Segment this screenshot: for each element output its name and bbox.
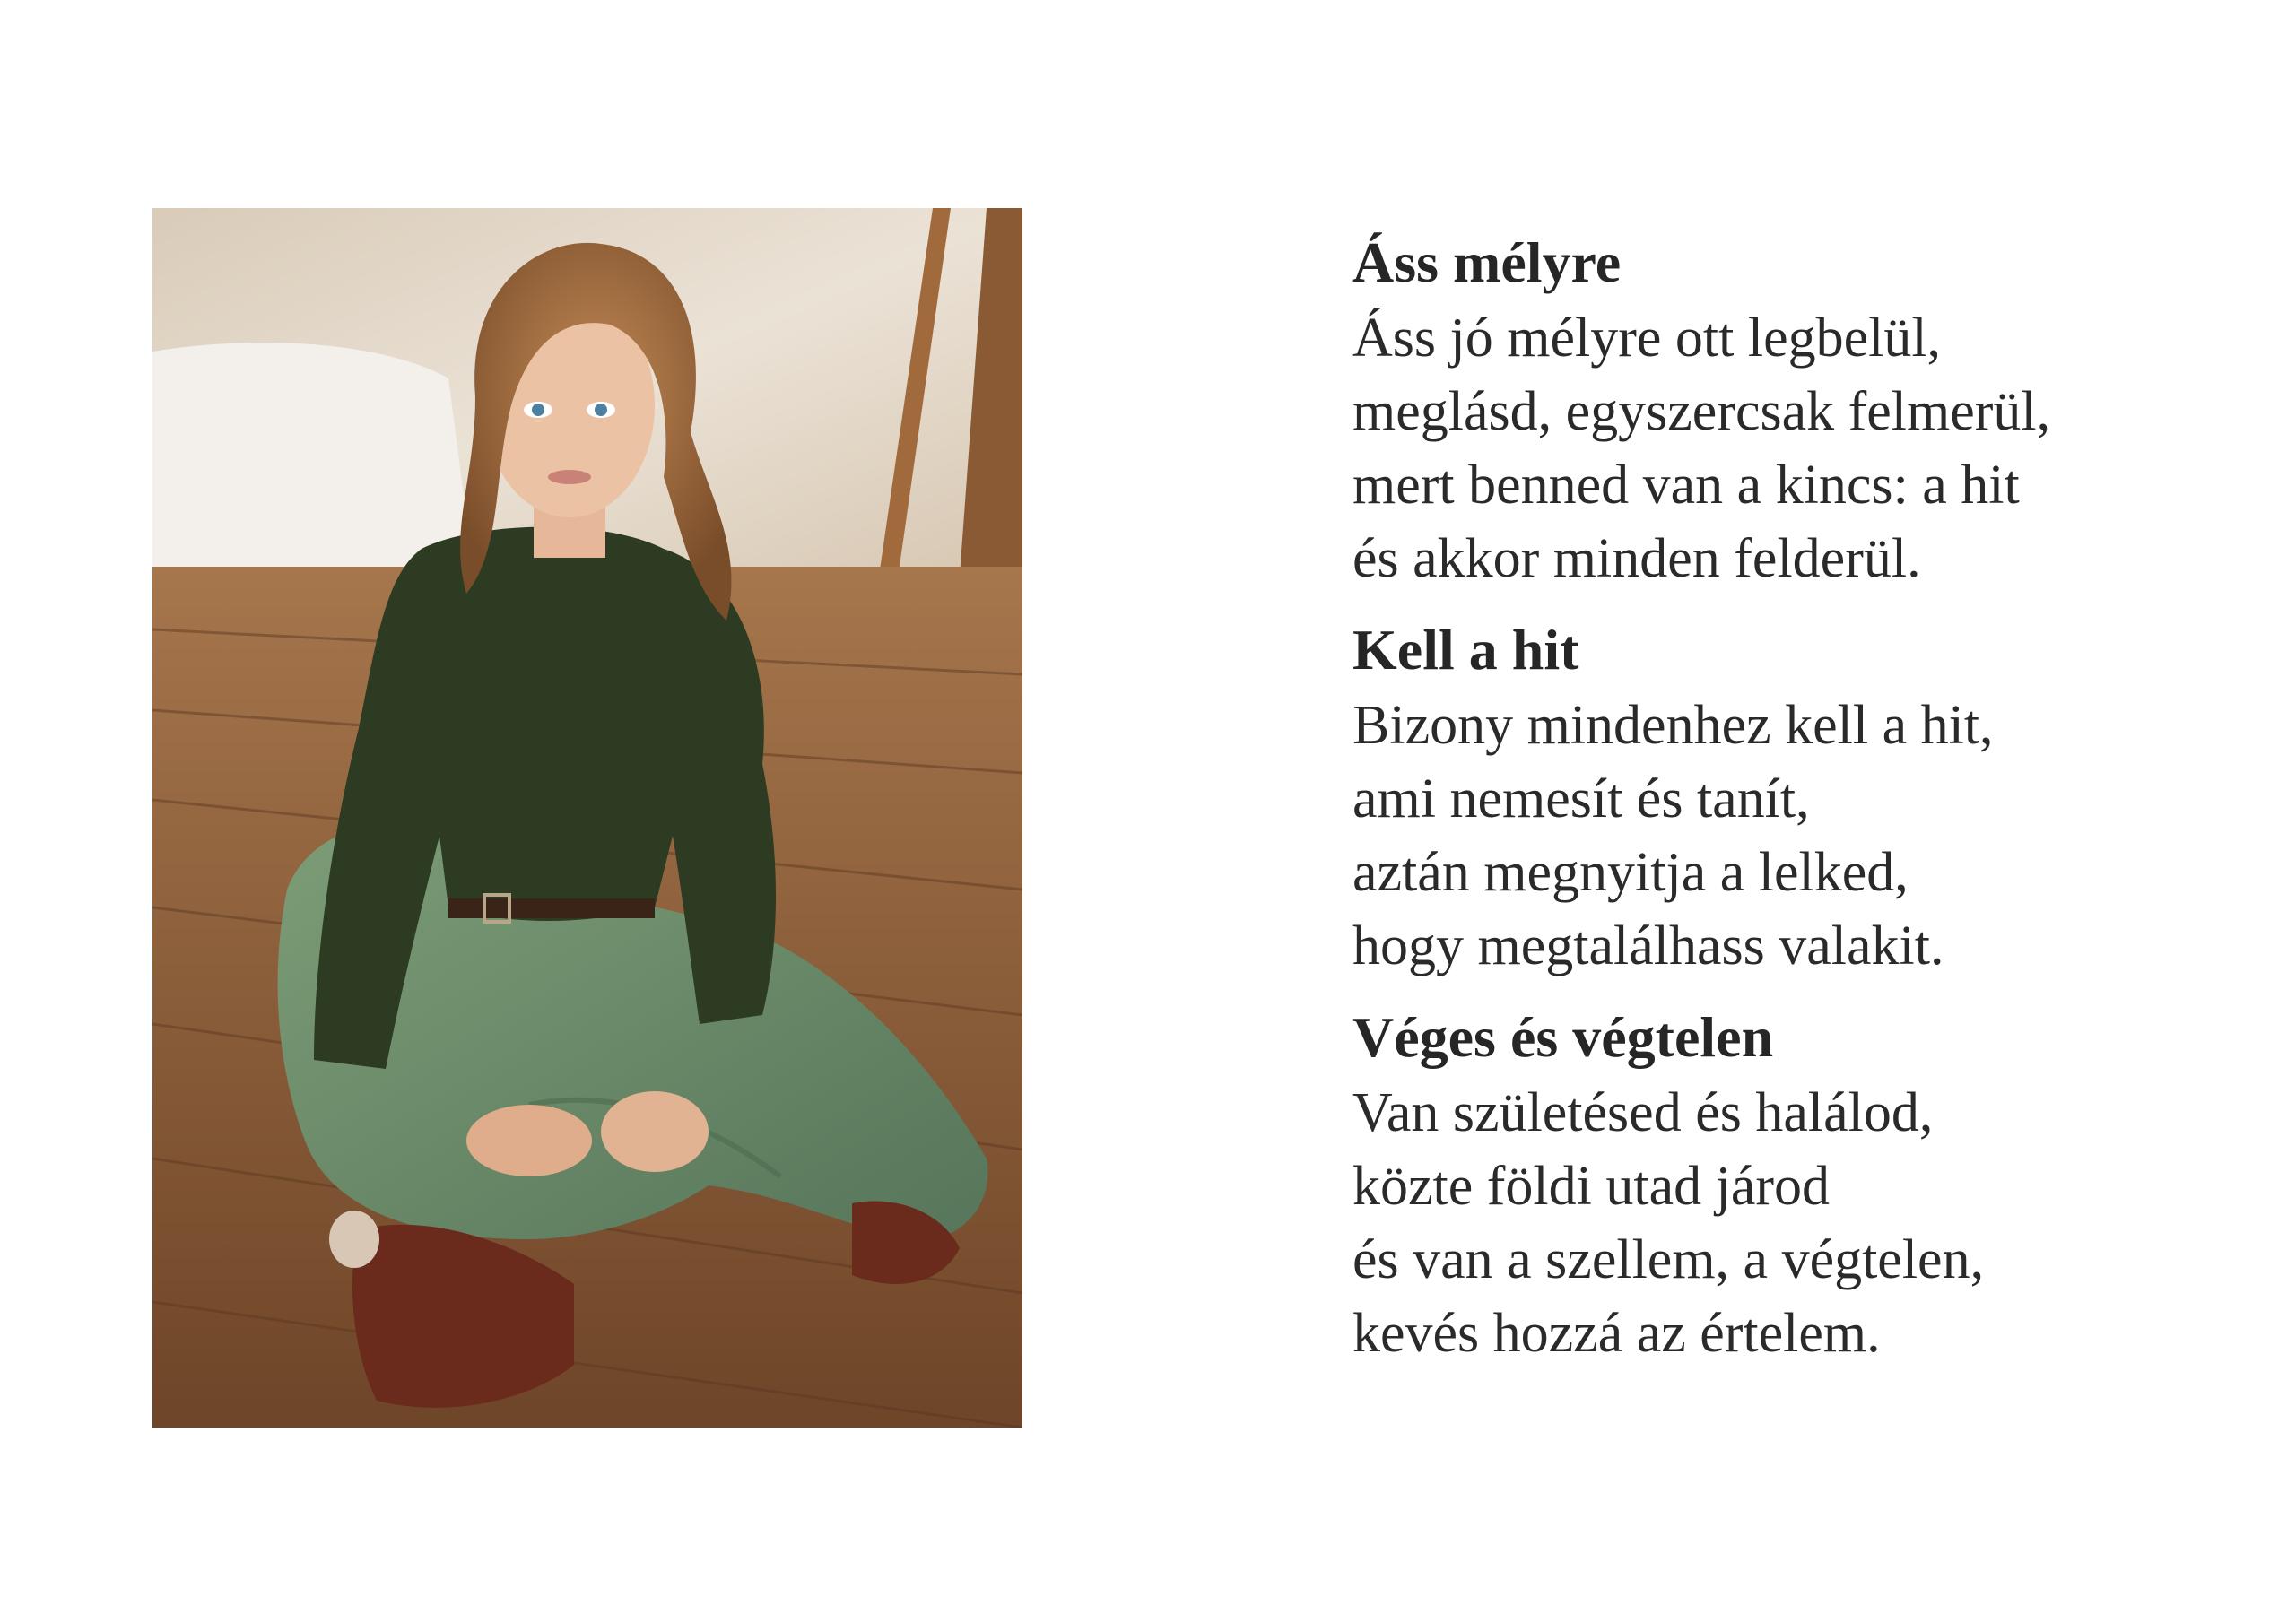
poem-title: Kell a hit	[1352, 618, 1579, 681]
poem-line: Van születésed és halálod,	[1352, 1082, 1934, 1143]
poem-lines	[1352, 1076, 2249, 1370]
poem-line: ami nemesít és tanít,	[1352, 768, 1810, 829]
poem-title: Véges és végtelen	[1352, 1005, 1774, 1069]
poem-line: meglásd, egyszercsak felmerül,	[1352, 381, 2051, 442]
poem-line: és van a szellem, a végtelen,	[1352, 1229, 1985, 1290]
poem-3	[1352, 1001, 2249, 1370]
poem-photo	[152, 208, 1022, 1428]
poem-line: mert benned van a kincs: a hit	[1352, 455, 2020, 516]
poem-lines	[1352, 301, 2249, 595]
poem-line: hogy megtalálhass valakit.	[1352, 916, 1944, 976]
poems-column	[1352, 226, 2249, 1388]
poem-2	[1352, 613, 2249, 983]
poem-line: és akkor minden felderül.	[1352, 528, 1921, 589]
poem-line: Áss jó mélyre ott legbelül,	[1352, 308, 1942, 369]
poem-1	[1352, 226, 2249, 595]
poem-line: aztán megnyitja a lelked,	[1352, 842, 1909, 903]
poem-lines	[1352, 689, 2249, 983]
woman-sitting-photo-icon	[152, 208, 1022, 1428]
poem-line: közte földi utad járod	[1352, 1156, 1830, 1217]
poem-title: Áss mélyre	[1352, 230, 1622, 294]
poem-line: kevés hozzá az értelem.	[1352, 1303, 1881, 1364]
poem-line: Bizony mindenhez kell a hit,	[1352, 695, 1994, 756]
